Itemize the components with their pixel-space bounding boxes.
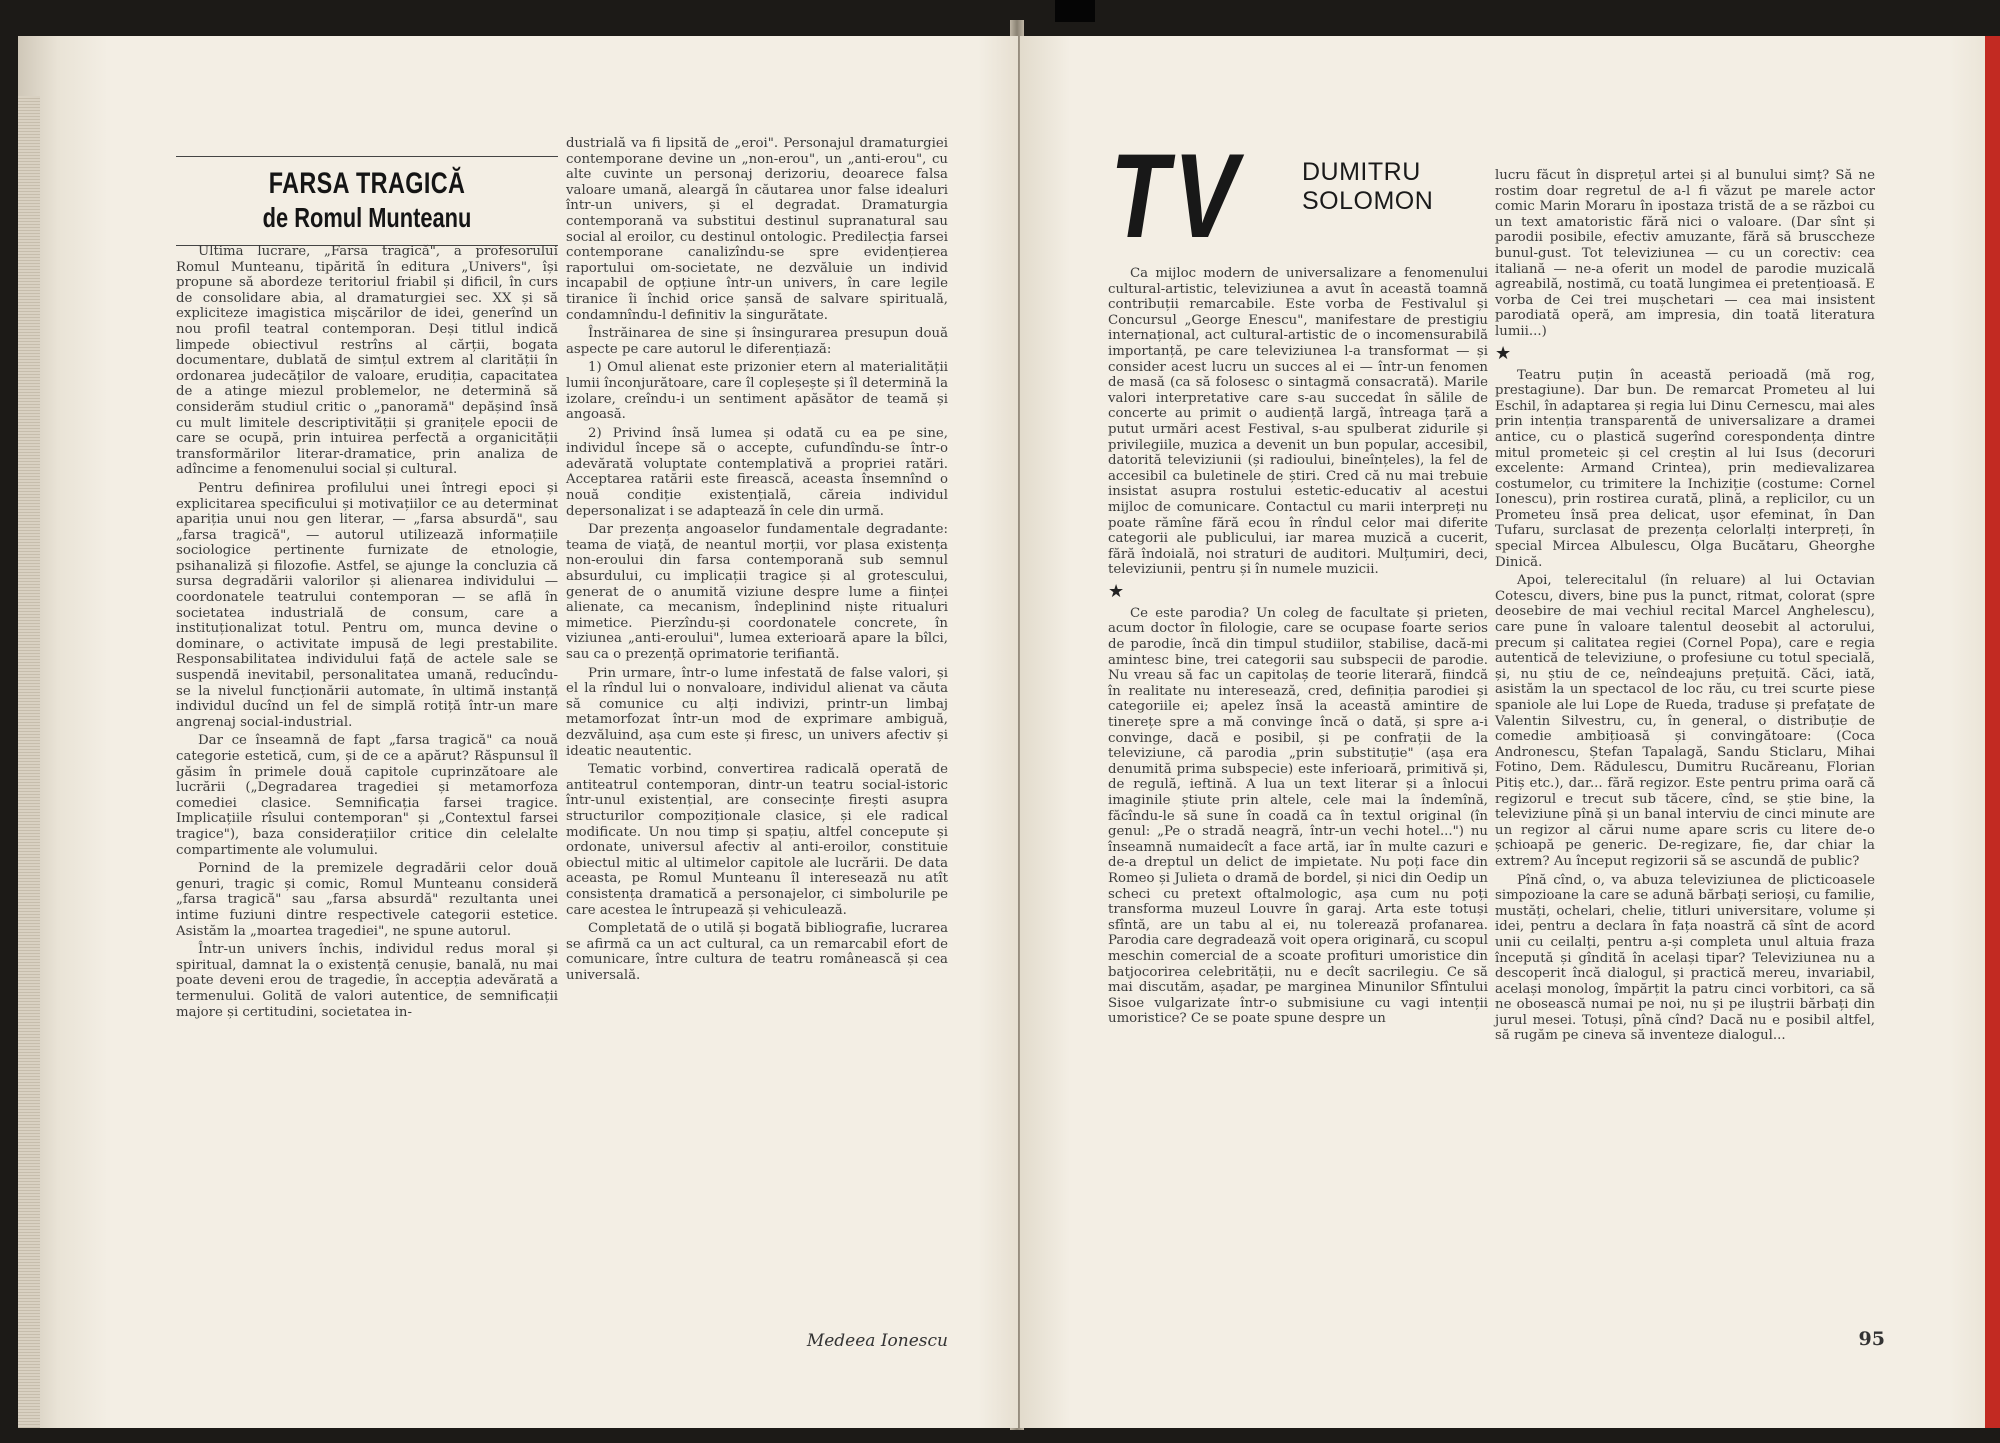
paragraph: Dar prezența angoaselor fundamentale degradante: teama de viață, de neantul morții, vor plasa existența non-eroului din farsa contemporană sub semnul absurdului, cu implicații tragice și al grotescului, generat de o anumită viziune despre lume a ființei alienate, ca mecanism, îndeplinind niște ritualuri mimetice. Pierzîndu-și coordonatele concrete, în viziunea „anti-eroului", lumea exterioară apare la bîlci, sau ca o prezență oprimatorie terifiantă. [566,522,948,662]
article-title-box [176,156,558,246]
paragraph: Pornind de la premizele degradării celor două genuri, tragic și comic, Romul Munteanu consideră „farsa tragică" sau „farsa absurdă" rezultanta unei intime fuziuni dintre respectivele categorii estetice. Asistăm la „moartea tragediei", ne spune autorul. [176,861,558,939]
paragraph: dustrială va fi lipsită de „eroi". Personajul dramaturgiei contemporane devine un „non-erou", un „anti-erou", cu alte cuvinte un personaj derizoriu, deoarece falsa valoare umană, aleargă în căutarea unor false idealuri într-un univers, și el degradat. Dramaturgia contemporană va substitui destinul supranatural sau social al eroilor, cu destinul ontologic. Predilecția farsei contemporane canalizîndu-se spre evidențierea raportului om-societate, ne dezvăluie un individ incapabil de opțiune într-un univers, în care legile tiranice îi închid orice șansă de salvare spirituală, condamnîndu-l definitiv la singurătate. [566,136,948,323]
paragraph: lucru făcut în disprețul artei și al bunului simț? Să ne rostim doar regretul de a-l fi văzut pe marele actor comic Marin Moraru în ipostaza tristă de a se război cu un text amatoristic fără nici o valoare. (Dar sînt și parodii posibile, efectiv amuzante, fără să brusccheze bunul-gust. Tot televiziunea — cu un corectiv: cea italiană — ne-a oferit un model de parodie muzicală agreabilă, nostimă, cu toată lungimea ei pretențioasă. E vorba de Cei trei mușchetari — cea mai insistent parodiată operă, am impresia, din toată literatura lumii...) [1495,168,1875,339]
section-star: ★ [1108,580,1125,602]
paragraph: Într-un univers închis, individul redus moral și spiritual, damnat la o existență cenușie, banală, nu mai poate deveni erou de tragedie, în accepția adevărată a termenului. Golită de valori autentice, de semnificații majore și certitudini, societatea in- [176,942,558,1020]
article-title: FARSA TRAGICĂ [268,167,466,200]
page-edge-stack [18,96,40,1428]
paragraph: Dar ce înseamnă de fapt „farsa tragică" ca nouă categorie estetică, cum, și de ce a apărut? Răspunsul îl găsim în primele două capitole cuprinzătoare ale lucrării („Degradarea tragediei și metamorfoza comediei clasice. Semnificația farsei tragice. Implicațiile rîsului contemporan" și „Contextul farsei tragice"), baza considerațiilor critice din celelalte compartimente ale volumului. [176,733,558,858]
paragraph: Ultima lucrare, „Farsa tragică", a profesorului Romul Munteanu, tipărită în editura „Univers", își propune să abordeze teritoriul friabil și dificil, în curs de consolidare abia, al dramaturgiei sec. XX și să expliciteze imagistica mișcărilor de idei, generînd un nou profil teatral contemporan. Deși titlul indică limpede obiectivul restrîns al cărții, bogata documentare, dublată de simțul extrem al clarității în ordonarea judecăților de valoare, erudiția, capacitatea de a atinge miezul problemelor, ne determină să considerăm studiul critic o „panoramă" depășind însă cu mult limitele descriptivității și granițele epocii de care se ocupă, prin intuirea perfectă a organicității transformărilor literar-dramatice, prin analiza de adîncime a fenomenului social și cultural. [176,244,558,478]
paragraph: 2) Privind însă lumea și odată cu ea pe sine, individul începe să o accepte, cufundîndu-se într-o adevărată voluptate contemplativă a propriei ratări. Acceptarea ratării este firească, aceasta însemnînd o nouă condiție existențială, căreia individul depersonalizat i se adaptează în cele din urmă. [566,425,948,519]
paragraph: Tematic vorbind, convertirea radicală operată de antiteatrul contemporan, dintr-un teatru social-istoric într-unul existențial, are consecințe firești asupra structurilor compoziționale clasice, și ele radical modificate. Un nou timp și spațiu, altfel concepute și ordonate, universul afectiv al anti-eroilor, constituie obiectul mitic al ultimelor capitole ale lucrării. De data aceasta, pe Romul Munteanu îl interesează nu atît consistența dramatică a personajelor, ci simbolurile pe care acestea le întrupează și vehiculează. [566,762,948,918]
red-page-edge [1985,36,2000,1428]
author-name [1302,158,1433,216]
paragraph: Completată de o utilă și bogată bibliografie, lucrarea se afirmă ca un act cultural, ca un remarcabil efort de comunicare, între cultura de teatru românească și cea universală. [566,921,948,983]
paragraph: 1) Omul alienat este prizonier etern al materialității lumii înconjurătoare, care îl copleșește și îl determină la izolare, creîndu-i un sentiment apăsător de teamă și angoasă. [566,360,948,423]
paragraph: Teatru puțin în această perioadă (mă rog, prestagiune). Dar bun. De remarcat Prometeu al lui Eschil, în adaptarea și regia lui Dinu Cernescu, mai ales prin intenția transparentă de universalizare a dramei antice, cu o plastică sugerînd corespondența dintre mitul prometeic și cel creștin al lui Isus (decoruri excelente: Armand Crintea), prin medievalizarea costumelor, cu trimitere la Inchiziție (costume: Cornel Ionescu), prin rostirea curată, plină, a replicilor, cu un Prometeu însă prea delicat, ușor efeminat, în Dan Tufaru, surclasat de prezența celorlalți interpreți, în special Mircea Albulescu, Olga Bucătaru, Gheorghe Dinică. [1495,367,1875,570]
paragraph: Pînă cînd, o, va abuza televiziunea de plicticoasele simpozioane la care se adună bărbați serioși, cu familie, mustăți, ochelari, chelie, titluri universitare, volume și idei, pentru a declara în fața noastră că sînt de acord unii cu ceilalți, pentru a-și completa unul altuia fraza începută și gîndită în același tipar? Televiziunea nu a descoperit încă dialogul, și practică mereu, invariabil, același monolog, împărțit la patru cinci vorbitori, ca să ne obosească numai pe noi, nu și pe iluștrii bărbați din jurul mesei. Totuși, pînă cînd? Dacă nu e posibil altfel, să rugăm pe cineva să inventeze dialogul... [1495,872,1875,1044]
right-page [1020,36,1985,1428]
right-column-1 [1108,266,1488,1030]
paragraph: Înstrăinarea de sine și însingurarea presupun două aspecte pe care autorul le diferențiază: [566,326,948,357]
left-column-1 [176,244,558,1023]
paragraph: Ca mijloc modern de universalizare a fenomenului cultural-artistic, televiziunea a avut în această toamnă contribuții remarcabile. Este vorba de Festivalul și Concursul „George Enescu", manifestare de prestigiu internațional, act cultural-artistic de o incomensurabilă importanță, pe care televiziunea l-a transformat — și consider acest lucru un succes al ei — într-un fenomen de masă (ca să folosesc o sintagmă consacrată). Marile valori interpretative care s-au succedat în sălile de concerte au primit o audiență largă, întreaga țară a putut urmări acest Festival, s-au spulberat zidurile și privilegiile, muzica a devenit un bun popular, accesibil, datorită televiziunii (și radioului, bineînțeles), la fel de accesibil ca buletinele de știri. Cred că nu mai trebuie insistat asupra rostului estetic-educativ al acestui mijloc de comunicare. Contactul cu marii interpreți nu poate rămîne fără ecou în rîndul celor mai diferite categorii ale publicului, iar marea muzică a cucerit, fără îndoială, noi straturi de auditori. Mulțumiri, deci, televiziunii, pentru și în numele muzicii. [1108,266,1488,578]
author-last-name: SOLOMON [1302,187,1434,215]
paragraph: Ce este parodia? Un coleg de facultate și prieten, acum doctor în filologie, care se ocupase foarte serios de parodie, încă din timpul studiilor, stabilise, dacă-mi amintesc bine, trei categorii sau subspecii de parodie. Nu vreau să fac un capitolaș de teorie literară, fiindcă în realitate nu interesează, cred, definiția parodiei și categoriile ei; apelez însă la această amintire de tinerețe spre a mă convinge încă o dată, și spre a-i convinge, dacă e posibil, și pe confrații de la televiziune, că parodia „prin substituție" (așa era denumită prima subspecie) este inferioară, primitivă și, de regulă, ieftină. A lua un text literar și a înlocui imaginile știute prin altele, cele mai la îndemînă, făcîndu-le să sune în coadă ca în textul original (în genul: „Pe o stradă neagră, într-un vechi hotel...") nu înseamnă numaidecît a face artă, iar în multe cazuri e de-a dreptul un delict de impietate. Nu poți face din Romeo și Julieta o dramă de bordel, și nici din Oedip un scheci cu pretext oftalmologic, așa cum nu poți transforma muzeul Louvre în garaj. Arta este totuși sfîntă, are un tabu al ei, nu tolerează profanarea. Parodia care degradează voit opera originară, cu scopul meschin comercial de a scoate profituri umoristice din batjocorirea celebrității, nu e decît sacrilegiu. Ce să mai discutăm, așadar, pe marginea Minunilor Sfîntului Sisoe vulgarizate într-o submisiune cu vagi intenții umoristice? Ce se poate spune despre un [1108,605,1488,1027]
article-signature: Medeea Ionescu [806,1331,948,1352]
left-column-2 [566,136,948,1352]
author-first-name: DUMITRU [1302,158,1421,186]
section-star: ★ [1495,342,1512,364]
tv-logo: TV [1110,129,1243,263]
paragraph: Prin urmare, într-o lume infestată de false valori, și el la rîndul lui o nonvaloare, individul alienat va căuta să comunice cu alți indivizi, printr-un limbaj metamorfozat într-un mod de exprimare ambiguă, dezvăluind, așa cum este și firesc, un univers afectiv și ideatic neautentic. [566,665,948,759]
right-column-2 [1495,168,1875,1047]
left-page [18,36,1018,1428]
paragraph: Apoi, telerecitalul (în reluare) al lui Octavian Cotescu, divers, bine pus la punct, ritmat, colorat (spre deosebire de mai vechiul recital Marcel Anghelescu), care pune în valoare talentul deosebit al actorului, precum și calitatea regiei (Cornel Popa), care e regia autentică de televiziune, o profesiune cu totul specială, și, nu știu de ce, neîndeajuns prețuită. Căci, iată, asistăm la un spectacol de loc rău, cu trei scurte piese spaniole ale lui Lope de Rueda, traduse și prefațate de Valentin Silvestru, cu, în general, o distribuție de comedie ambițioasă și convingătoare: (Coca Andronescu, Ștefan Tapalagă, Sandu Sticlaru, Mihai Fotino, Dem. Rădulescu, Dumitru Rucăreanu, Florian Pitiș etc.), dar... fără regizor. Este pentru prima oară că regizorul e trecut sub tăcere, cînd, se știe bine, la televiziune pînă și un banal interviu de cinci minute are un regizor al cărui nume apare scris cu litere de-o șchioapă pe generic. De-regizare, fie, dar chiar la extrem? Au început regizorii să se ascundă de public? [1495,573,1875,869]
page-number: 95 [1858,1328,1885,1350]
scanner-clip [1055,0,1095,22]
paragraph: Pentru definirea profilului unei întregi epoci și explicitarea specificului și motivațiilor ce au determinat apariția unui nou gen literar, — „farsa absurdă", sau „farsa tragică", — autorul utilizează informațiile sociologice pertinente furnizate de etnologie, psihanaliză și filozofie. Astfel, se ajunge la concluzia că sursa degradării valorilor și alienarea individului — coordonatele teatrului contemporan — se află în societatea industrială de consum, care a instituționalizat totul. Pentru om, munca devine o dominare, o activitate impusă de legi prestabilite. Responsabilitatea individului față de actele sale se suspendă inevitabil, personalitatea umană, reducîndu-se la nivelul funcționării automate, în ultimă instanță individul ducînd un fel de simplă rotiță într-un mare angrenaj social-industrial. [176,480,558,730]
article-subtitle: de Romul Munteanu [262,202,472,233]
